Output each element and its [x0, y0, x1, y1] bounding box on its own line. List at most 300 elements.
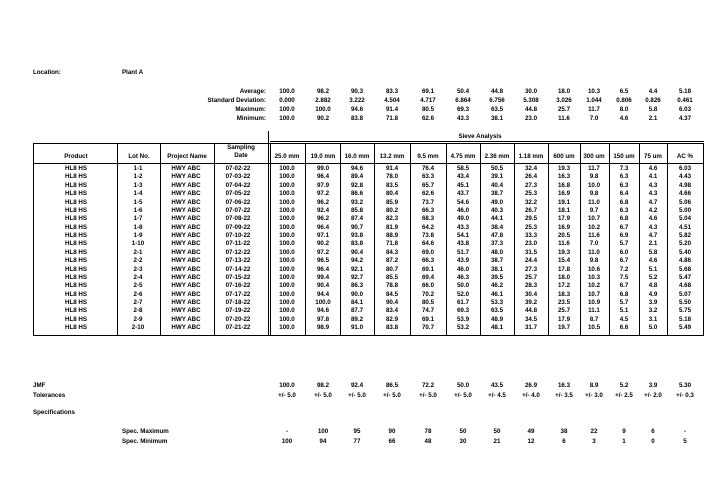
table-cell: HL8 HS: [64, 181, 87, 189]
table-cell: 07-04-22: [225, 181, 251, 189]
table-cell: 6.7: [619, 257, 629, 265]
table-cell: 1-4: [133, 190, 143, 198]
table-cell: HWY ABC: [171, 324, 201, 332]
column-separator: [410, 143, 411, 335]
table-cell: 07-18-22: [225, 299, 251, 307]
table-cell: 25.7: [524, 273, 538, 281]
table-cell: 63.5: [490, 307, 504, 315]
table-cell: 99.0: [316, 165, 330, 172]
table-cell: 73.7: [421, 198, 435, 206]
table-cell: 66.3: [421, 206, 435, 214]
table-cell: 38.7: [490, 257, 504, 265]
specifications-label: Specifications: [33, 409, 75, 416]
table-cell: HL8 HS: [64, 165, 87, 172]
table-cell: 100.0: [279, 248, 295, 256]
table-cell: 4.3: [648, 190, 658, 198]
table-cell: 64.2: [421, 223, 435, 231]
table-cell: 96.4: [316, 265, 330, 273]
table-cell: 100.0: [279, 257, 295, 265]
table-cell: 97.2: [316, 190, 330, 198]
table-cell: 52.0: [456, 290, 470, 298]
table-cell: 19.3: [557, 248, 571, 256]
table-cell: 20.5: [557, 232, 571, 240]
table-cell: 2-1: [133, 248, 143, 256]
table-cell: HL8 HS: [64, 257, 87, 265]
table-cell: 7.3: [619, 165, 629, 172]
table-cell: 2-7: [133, 299, 143, 307]
table-cell: 46.1: [490, 290, 504, 298]
jmf-value: 50.0: [456, 382, 470, 389]
table-cell: HWY ABC: [171, 240, 201, 248]
tolerance-value: +/- 2.5: [615, 392, 633, 399]
table-cell: 82.9: [385, 315, 399, 323]
jmf-value: 3.9: [648, 382, 658, 389]
table-cell: 6.9: [619, 232, 629, 240]
location-label: Location:: [33, 69, 61, 76]
table-cell: 100.0: [279, 282, 295, 290]
table-cell: 38.1: [490, 265, 504, 273]
jmf-value: 98.2: [316, 382, 330, 389]
table-cell: 100.0: [279, 206, 295, 214]
header-sieve: 16.0 mm: [344, 153, 370, 160]
table-cell: 11.1: [588, 307, 600, 315]
table-cell: 94.4: [316, 290, 330, 298]
jmf-value: 92.4: [350, 382, 364, 389]
tolerance-value: +/- 5.0: [348, 392, 366, 399]
table-cell: 10.7: [587, 290, 601, 298]
table-cell: 46.0: [456, 206, 470, 214]
stat-value: 2.1: [648, 115, 658, 122]
table-cell: 6.8: [619, 290, 629, 298]
table-cell: 6.0: [619, 248, 629, 256]
table-cell: 32.4: [524, 165, 538, 172]
spec-max-value: 9: [622, 428, 626, 435]
spec-max-value: -: [285, 428, 289, 435]
tolerance-value: +/- 5.0: [278, 392, 296, 399]
table-cell: HL8 HS: [64, 223, 87, 231]
table-cell: 49.0: [456, 215, 470, 223]
table-cell: 6.3: [619, 173, 629, 181]
table-cell: 65.7: [421, 181, 435, 189]
stat-value: 6.864: [455, 97, 471, 104]
table-cell: HL8 HS: [64, 315, 87, 323]
table-cell: 38.4: [490, 223, 504, 231]
table-cell: 100.0: [279, 307, 295, 315]
stat-value: 63.5: [490, 106, 504, 113]
table-cell: 46.2: [490, 282, 504, 290]
table-cell: HWY ABC: [171, 257, 201, 265]
stat-value: 69.3: [456, 106, 470, 113]
table-cell: 92.4: [316, 206, 330, 214]
table-cell: 98.9: [316, 324, 330, 332]
sieve-band-line: [270, 141, 704, 142]
table-cell: 92.7: [350, 273, 364, 281]
table-cell: 3.2: [648, 307, 658, 315]
spec-max-value: 78: [424, 428, 432, 435]
table-cell: 89.2: [350, 315, 364, 323]
jmf-value: 16.3: [557, 382, 571, 389]
spec-max-value: -: [683, 428, 687, 435]
table-cell: 1-6: [133, 206, 143, 214]
table-cell: 18.1: [557, 206, 571, 214]
table-cell: 07-13-22: [225, 257, 251, 265]
table-cell: 4.68: [678, 282, 692, 290]
table-cell: HL8 HS: [64, 173, 87, 181]
stat-value: 1.044: [586, 97, 602, 104]
table-cell: 4.86: [678, 257, 692, 265]
table-header-border: [33, 163, 704, 164]
table-cell: 91.0: [350, 324, 364, 332]
tolerance-value: +/- 2.0: [644, 392, 662, 399]
stat-value: 11.7: [588, 106, 600, 113]
header-sieve: 19.0 mm: [310, 153, 336, 160]
table-cell: 68.3: [421, 215, 435, 223]
stat-value: 5.18: [678, 88, 692, 95]
spec-min-value: 3: [592, 438, 596, 445]
table-cell: 34.5: [524, 315, 538, 323]
table-cell: 69.0: [421, 248, 435, 256]
table-cell: HWY ABC: [171, 315, 201, 323]
spec-min-value: 0: [651, 438, 655, 445]
table-bottom-border: [33, 335, 704, 336]
table-cell: 18.0: [557, 273, 571, 281]
table-cell: 5.0: [648, 324, 658, 332]
table-cell: 90.0: [350, 290, 364, 298]
table-cell: 80.5: [421, 299, 435, 307]
table-cell: 91.4: [385, 165, 399, 172]
table-cell: 11.6: [558, 240, 570, 248]
table-cell: HL8 HS: [64, 273, 87, 281]
spec-min-value: 77: [353, 438, 361, 445]
table-cell: HL8 HS: [64, 265, 87, 273]
header-sieve: 1.18 mm: [518, 153, 544, 160]
table-cell: HL8 HS: [64, 324, 87, 332]
tolerance-value: +/- 5.0: [419, 392, 437, 399]
stat-value: 4.504: [384, 97, 400, 104]
table-cell: 94.6: [316, 307, 330, 315]
table-cell: 07-03-22: [225, 173, 251, 181]
stat-value: 4.37: [678, 115, 692, 122]
table-cell: 2-9: [133, 315, 143, 323]
table-cell: 5.07: [678, 290, 692, 298]
table-cell: 66.3: [421, 257, 435, 265]
table-cell: 5.82: [678, 232, 692, 240]
table-cell: 100.0: [279, 215, 295, 223]
table-cell: 96.2: [316, 198, 330, 206]
stat-value: 4.6: [619, 115, 629, 122]
spec-max-label: Spec. Maximum: [122, 428, 169, 435]
table-cell: 19.1: [557, 198, 571, 206]
table-cell: 25.3: [524, 223, 538, 231]
table-cell: 90.4: [316, 282, 330, 290]
table-cell: 07-15-22: [225, 273, 251, 281]
table-cell: 1-8: [133, 223, 143, 231]
table-cell: HWY ABC: [171, 190, 201, 198]
spec-max-value: 49: [527, 428, 535, 435]
jmf-value: 72.2: [421, 382, 435, 389]
table-cell: 96.4: [316, 173, 330, 181]
stat-value: 6.5: [619, 88, 629, 95]
table-cell: HWY ABC: [171, 290, 201, 298]
jmf-value: 8.9: [589, 382, 599, 389]
jmf-label: JMF: [33, 382, 46, 389]
table-cell: 1-9: [133, 232, 143, 240]
spec-min-value: 21: [493, 438, 501, 445]
table-cell: 50.5: [490, 165, 504, 172]
header-product: Product: [64, 153, 88, 160]
table-cell: 100.0: [279, 265, 295, 273]
table-cell: 90.4: [385, 299, 399, 307]
stat-value: 62.6: [421, 115, 435, 122]
table-cell: 2.1: [648, 240, 658, 248]
spec-min-value: 66: [388, 438, 396, 445]
table-cell: 11.0: [588, 248, 600, 256]
table-cell: 90.2: [316, 240, 330, 248]
table-cell: 85.8: [350, 206, 364, 214]
table-cell: 07-21-22: [225, 324, 251, 332]
stat-value: 5.308: [523, 97, 539, 104]
stat-value: 91.4: [385, 106, 399, 113]
table-cell: HL8 HS: [64, 232, 87, 240]
table-cell: HWY ABC: [171, 181, 201, 189]
table-cell: 100.0: [279, 299, 295, 307]
table-cell: 94.6: [350, 165, 364, 172]
table-cell: 89.4: [350, 173, 364, 181]
table-cell: 84.5: [385, 290, 399, 298]
table-cell: 3.1: [648, 315, 658, 323]
table-cell: 53.9: [456, 315, 470, 323]
table-cell: 5.7: [619, 299, 629, 307]
table-cell: 78.0: [385, 173, 399, 181]
table-cell: HWY ABC: [171, 198, 201, 206]
table-cell: 1-5: [133, 198, 143, 206]
stat-value: 4.717: [420, 97, 436, 104]
table-cell: HWY ABC: [171, 299, 201, 307]
spec-max-value: 50: [459, 428, 467, 435]
stat-value: 100.0: [279, 106, 295, 113]
table-cell: HWY ABC: [171, 232, 201, 240]
header-sieve: 25.0 mm: [274, 153, 300, 160]
stat-value: 0.461: [677, 97, 693, 104]
table-cell: 11.6: [588, 232, 600, 240]
table-cell: 17.8: [557, 265, 571, 273]
table-cell: 69.1: [421, 315, 435, 323]
jmf-value: 26.9: [524, 382, 538, 389]
table-cell: 97.9: [316, 181, 330, 189]
spec-min-value: 12: [527, 438, 535, 445]
table-cell: 7.2: [619, 265, 629, 273]
spec-max-value: 90: [388, 428, 396, 435]
table-cell: 5.06: [678, 198, 692, 206]
column-separator: [33, 143, 34, 335]
table-cell: 70.7: [421, 324, 435, 332]
table-cell: 90.7: [350, 223, 364, 231]
jmf-value: 5.2: [619, 382, 629, 389]
table-cell: 07-14-22: [225, 265, 251, 273]
table-cell: 43.3: [456, 223, 470, 231]
table-cell: 5.7: [619, 240, 629, 248]
table-cell: 85.9: [385, 198, 399, 206]
table-cell: 71.8: [385, 240, 399, 248]
table-cell: 74.7: [421, 307, 435, 315]
table-cell: 93.2: [350, 198, 364, 206]
table-cell: 62.6: [421, 190, 435, 198]
table-cell: 39.1: [490, 173, 504, 181]
stat-label: Average:: [239, 88, 266, 95]
table-cell: 5.00: [678, 206, 692, 214]
table-cell: 6.3: [619, 206, 629, 214]
table-cell: 5.68: [678, 265, 692, 273]
table-cell: 17.9: [557, 215, 571, 223]
table-cell: 100.0: [279, 240, 295, 248]
stat-label: Minimum:: [236, 115, 266, 122]
table-cell: 46.0: [456, 265, 470, 273]
table-cell: 2-5: [133, 282, 143, 290]
table-cell: 10.2: [587, 282, 601, 290]
table-cell: 4.6: [648, 215, 658, 223]
table-cell: 19.7: [557, 324, 571, 332]
table-cell: 7.0: [589, 240, 599, 248]
table-cell: 83.4: [385, 307, 399, 315]
tolerance-value: +/- 4.0: [522, 392, 540, 399]
table-cell: 92.8: [350, 181, 364, 189]
table-cell: 4.8: [648, 282, 658, 290]
table-cell: HL8 HS: [64, 240, 87, 248]
stat-value: 83.3: [385, 88, 399, 95]
table-cell: 83.8: [385, 324, 399, 332]
stat-value: 38.1: [490, 115, 504, 122]
table-cell: 100.0: [279, 173, 295, 181]
table-cell: 9.8: [589, 173, 599, 181]
table-cell: 07-16-22: [225, 282, 251, 290]
table-cell: 5.49: [678, 324, 692, 332]
table-cell: 10.5: [587, 324, 601, 332]
table-cell: 10.0: [587, 181, 601, 189]
table-cell: 38.7: [490, 190, 504, 198]
table-cell: 07-02-22: [225, 165, 251, 172]
table-cell: 4.3: [648, 223, 658, 231]
table-cell: 39.5: [490, 273, 504, 281]
table-cell: 1-3: [133, 181, 143, 189]
table-cell: 18.3: [557, 290, 571, 298]
tolerance-value: +/- 5.0: [314, 392, 332, 399]
spec-max-value: 22: [590, 428, 598, 435]
table-cell: 97.1: [316, 232, 330, 240]
table-cell: 11.0: [588, 198, 600, 206]
tolerance-value: +/- 4.5: [488, 392, 506, 399]
tolerances-label: Tolerances: [33, 392, 66, 399]
table-cell: 53.3: [490, 299, 504, 307]
table-cell: 16.9: [557, 223, 571, 231]
table-cell: 2-8: [133, 307, 143, 315]
stat-value: 80.5: [421, 106, 435, 113]
spec-max-value: 50: [493, 428, 501, 435]
table-cell: 5.04: [678, 215, 692, 223]
header-sieve: 600 um: [553, 153, 575, 160]
spec-min-value: 5: [683, 438, 687, 445]
table-cell: 48.1: [490, 324, 504, 332]
table-cell: 63.3: [421, 173, 435, 181]
stat-value: 30.0: [524, 88, 538, 95]
column-separator: [374, 143, 375, 335]
table-cell: 4.98: [678, 181, 692, 189]
table-cell: 45.1: [456, 181, 470, 189]
table-cell: 96.4: [316, 223, 330, 231]
table-cell: 5.40: [678, 248, 692, 256]
table-cell: 100.0: [279, 198, 295, 206]
stat-value: 44.8: [524, 106, 538, 113]
table-cell: 4.43: [678, 173, 692, 181]
stat-value: 100.0: [279, 88, 295, 95]
table-cell: 26.4: [524, 173, 538, 181]
table-cell: 4.3: [648, 181, 658, 189]
table-cell: 1-2: [133, 173, 143, 181]
table-cell: 5.20: [678, 240, 692, 248]
table-cell: 4.7: [648, 232, 658, 240]
jmf-value: 100.0: [279, 382, 295, 389]
table-cell: 100.0: [279, 181, 295, 189]
table-cell: 100.0: [279, 290, 295, 298]
stat-value: 83.8: [350, 115, 364, 122]
table-cell: HL8 HS: [64, 215, 87, 223]
spec-max-value: 6: [651, 428, 655, 435]
spec-min-value: 1: [622, 438, 626, 445]
table-cell: HWY ABC: [171, 215, 201, 223]
stat-value: 25.7: [557, 106, 571, 113]
stat-value: 50.4: [456, 88, 470, 95]
table-cell: 10.3: [587, 273, 601, 281]
table-cell: 100.0: [279, 223, 295, 231]
tolerance-value: +/- 5.0: [383, 392, 401, 399]
table-cell: 23.0: [524, 240, 538, 248]
table-cell: 51.7: [456, 248, 470, 256]
stat-value: 94.6: [350, 106, 364, 113]
table-cell: HWY ABC: [171, 273, 201, 281]
table-cell: 4.51: [678, 223, 692, 231]
spec-min-label: Spec. Minimum: [122, 438, 168, 445]
stat-value: 69.1: [421, 88, 435, 95]
stat-label: Maximum:: [235, 106, 266, 113]
table-cell: 44.8: [524, 307, 538, 315]
table-cell: HL8 HS: [64, 290, 87, 298]
table-cell: 10.7: [587, 215, 601, 223]
spec-min-value: 100: [281, 438, 293, 445]
table-cell: 6.6: [619, 324, 629, 332]
table-cell: 99.4: [316, 273, 330, 281]
table-cell: 07-20-22: [225, 315, 251, 323]
spec-min-value: 30: [459, 438, 467, 445]
table-cell: 6.8: [619, 198, 629, 206]
stat-value: 90.3: [350, 88, 364, 95]
table-cell: 90.4: [350, 248, 364, 256]
table-cell: 5.8: [648, 248, 658, 256]
table-cell: 2-6: [133, 290, 143, 298]
table-cell: 87.7: [350, 307, 364, 315]
table-cell: HWY ABC: [171, 223, 201, 231]
stat-value: 5.8: [648, 106, 658, 113]
table-cell: 100.0: [279, 315, 295, 323]
table-cell: 84.1: [350, 299, 364, 307]
table-cell: 80.7: [385, 265, 399, 273]
header-sieve: 150 um: [613, 153, 635, 160]
table-cell: 53.2: [456, 324, 470, 332]
header-project: Project Name: [167, 153, 207, 160]
stat-value: 0.806: [616, 97, 632, 104]
stat-value: 18.0: [557, 88, 571, 95]
table-cell: HWY ABC: [171, 173, 201, 181]
table-cell: 5.18: [678, 315, 692, 323]
table-cell: 25.7: [557, 307, 571, 315]
